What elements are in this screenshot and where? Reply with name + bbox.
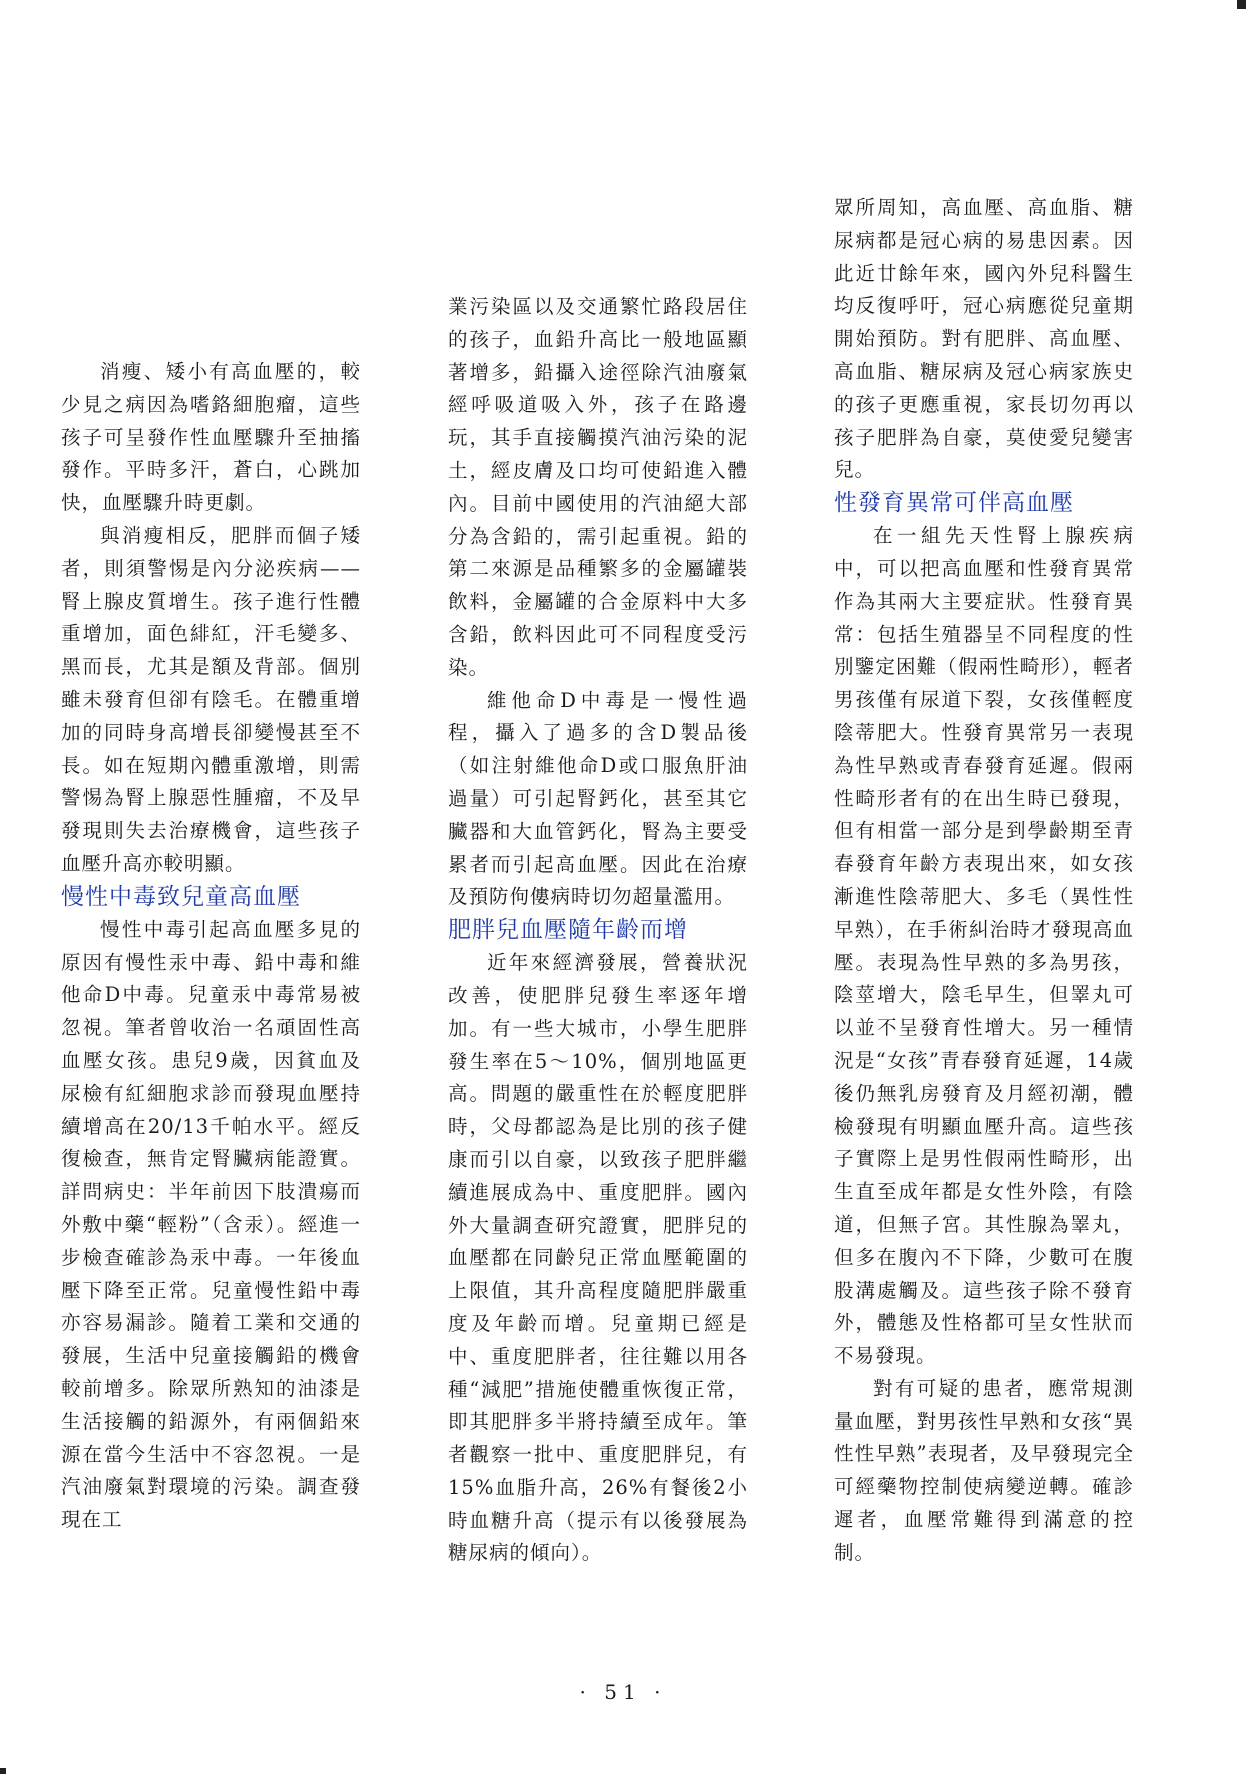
paragraph: 消瘦、矮小有高血壓的，較少見之病因為嗜鉻細胞瘤，這些孩子可呈發作性血壓驟升至抽搐發作。平時多汗，蒼白，心跳加快，血壓驟升時更劇。 bbox=[61, 360, 361, 515]
section-heading: 慢性中毒致兒童高血壓 bbox=[61, 883, 301, 910]
paragraph: 業污染區以及交通繁忙路段居住的孩子，血鉛升高比一般地區顯著增多，鉛攝入途徑除汽油廢氣經呼吸道吸入外，孩子在路邊玩，其手直接觸摸汽油污染的泥土，經皮膚及口均可使鉛進入體內。目前中國使用的汽油絕大部分為含鉛的，需引起重視。鉛的第二來源是品種繁多的金屬罐裝飲料，金屬罐的合金原料中大多含鉛，飲料因此可不同程度受污染。 bbox=[448, 295, 748, 679]
paragraph: 眾所周知，高血壓、高血脂、糖尿病都是冠心病的易患因素。因此近廿餘年來，國內外兒科醫生均反復呼吁，冠心病應從兒童期開始預防。對有肥胖、高血壓、高血脂、糖尿病及冠心病家族史的孩子更應重視，家長切勿再以孩子肥胖為自豪，莫使愛兒變害兒。 bbox=[834, 196, 1134, 482]
section-heading: 肥胖兒血壓隨年齡而增 bbox=[448, 917, 688, 944]
paragraph: 慢性中毒引起高血壓多見的原因有慢性汞中毒、鉛中毒和維他命D中毒。兒童汞中毒常易被忽視。筆者曾收治一名頑固性高血壓女孩。患兒9歲，因貧血及尿檢有紅細胞求診而發現血壓持續增高在20/13千帕水平。經反復檢查，無肯定腎臟病能證實。詳問病史：半年前因下肢潰瘍而外敷中藥“輕粉”（含汞）。經進一步檢查確診為汞中毒。一年後血壓下降至正常。兒童慢性鉛中毒亦容易漏診。隨着工業和交通的發展，生活中兒童接觸鉛的機會較前增多。除眾所熟知的油漆是生活接觸的鉛源外，有兩個鉛來源在當今生活中不容忽視。一是汽油廢氣對環境的污染。調查發現在工 bbox=[61, 917, 361, 1532]
column-2 bbox=[448, 291, 748, 1570]
paragraph: 近年來經濟發展，營養狀況改善，使肥胖兒發生率逐年增加。有一些大城市，小學生肥胖發生率在5～10%，個別地區更高。問題的嚴重性在於輕度肥胖時，父母都認為是比別的孩子健康而引以自豪，以致孩子肥胖繼續進展成為中、重度肥胖。國內外大量調查研究證實，肥胖兒的血壓都在同齡兒正常血壓範圍的上限值，其升高程度隨肥胖嚴重度及年齡而增。兒童期已經是中、重度肥胖者，往往難以用各種“減肥”措施使體重恢復正常，即其肥胖多半將持續至成年。筆者觀察一批中、重度肥胖兒，有15%血脂升高，26%有餐後2小時血糖升高（提示有以後發展為糖尿病的傾向）。 bbox=[448, 951, 748, 1565]
page-number: · 51 · bbox=[579, 1680, 667, 1704]
scan-corner-mark bbox=[1237, 0, 1246, 9]
paragraph: 維他命D中毒是一慢性過程，攝入了過多的含D製品後（如注射維他命D或口服魚肝油過量）可引起腎鈣化，甚至其它臟器和大血管鈣化，腎為主要受累者而引起高血壓。因此在治療及預防佝僂病時切勿超量濫用。 bbox=[448, 688, 748, 909]
scan-corner-mark bbox=[0, 1768, 6, 1774]
section-heading: 性發育異常可伴高血壓 bbox=[834, 490, 1074, 517]
paragraph: 在一組先天性腎上腺疾病中，可以把高血壓和性發育異常作為其兩大主要症狀。性發育異常：包括生殖器呈不同程度的性別鑒定困難（假兩性畸形），輕者男孩僅有尿道下裂，女孩僅輕度陰蒂肥大。性發育異常另一表現為性早熟或青春發育延遲。假兩性畸形者有的在出生時已發現，但有相當一部分是到學齡期至青春發育年齡方表現出來，如女孩漸進性陰蒂肥大、多毛（異性性早熟），在手術糾治時才發現高血壓。表現為性早熟的多為男孩，陰莖增大，陰毛早生，但睪丸可以並不呈發育性增大。另一種情況是“女孩”青春發育延遲，14歲後仍無乳房發育及月經初潮，體檢發現有明顯血壓升高。這些孩子實際上是男性假兩性畸形，出生直至成年都是女性外陰，有陰道，但無子宮。其性腺為睪丸，但多在腹內不下降，少數可在腹股溝處觸及。這些孩子除不發育外，體態及性格都可呈女性狀而不易發現。 bbox=[834, 524, 1134, 1368]
paragraph: 與消瘦相反，肥胖而個子矮者，則須警惕是內分泌疾病——腎上腺皮質增生。孩子進行性體重增加，面色緋紅，汗毛變多、黑而長，尤其是額及背部。個別雖未發育但卻有陰毛。在體重增加的同時身高增長卻變慢甚至不長。如在短期內體重激增，則需警惕為腎上腺惡性腫瘤，不及早發現則失去治療機會，這些孩子血壓升高亦較明顯。 bbox=[61, 523, 361, 875]
paragraph: 對有可疑的患者，應常規測量血壓，對男孩性早熟和女孩“異性性早熟”表現者，及早發現完全可經藥物控制使病變逆轉。確診遲者，血壓常難得到滿意的控制。 bbox=[834, 1376, 1134, 1564]
column-1 bbox=[61, 356, 361, 1537]
column-3 bbox=[834, 192, 1134, 1570]
